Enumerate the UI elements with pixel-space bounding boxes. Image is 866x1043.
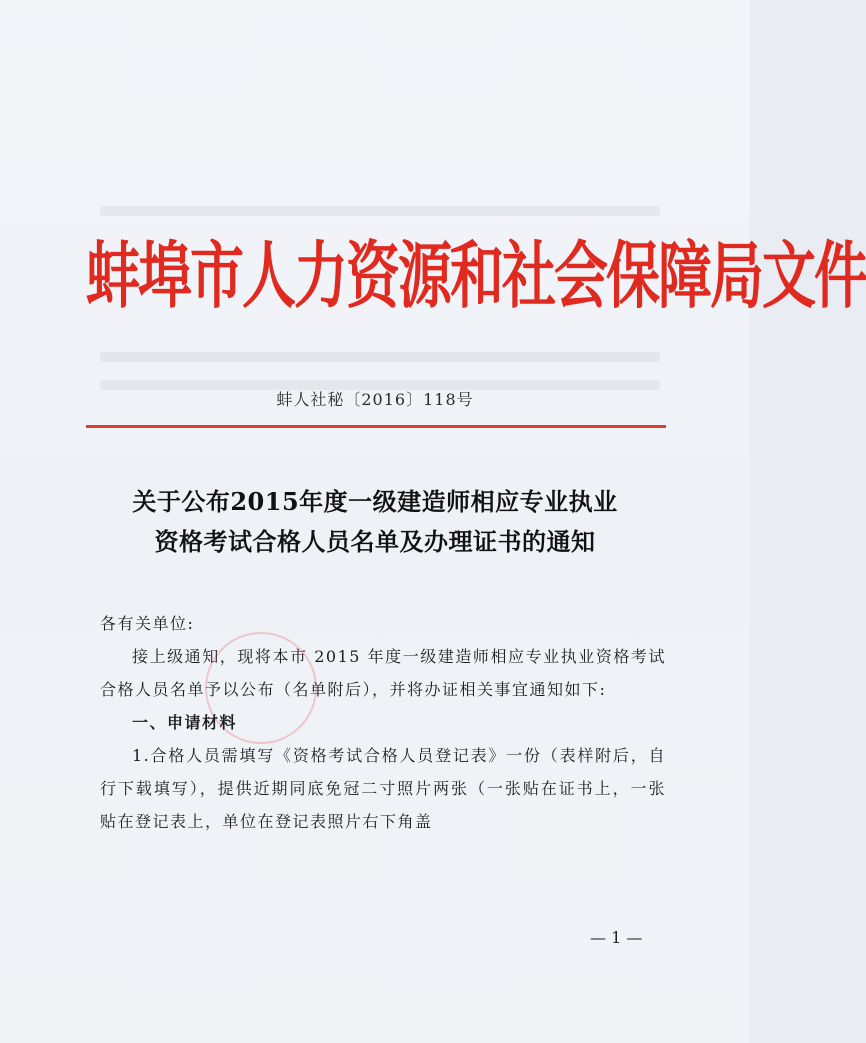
section-heading-materials: 一、申请材料 (132, 713, 238, 732)
notice-title-line-1: 关于公布2015年度一级建造师相应专业执业 (132, 487, 618, 516)
red-rule-divider (86, 425, 666, 428)
paragraph-item-1: 1.合格人员需填写《资格考试合格人员登记表》一份（表样附后，自行下载填写），提供近期同底免冠二寸照片两张（一张贴在证书上，一张贴在登记表上，单位在登记表照片右下角盖 (100, 746, 666, 831)
paragraph-intro: 接上级通知，现将本市 2015 年度一级建造师相应专业执业资格考试合格人员名单予以公布（名单附后），并将办证相关事宜通知如下: (100, 647, 666, 699)
document-number: 蚌人社秘〔2016〕118号 (276, 390, 474, 409)
bleed-through-mark (100, 206, 660, 216)
notice-body (100, 607, 666, 838)
bleed-through-mark (100, 352, 660, 362)
page-number: — 1 — (590, 928, 643, 947)
letterhead-title: 蚌埠市人力资源和社会保障局文件 (86, 232, 866, 319)
salutation: 各有关单位: (100, 614, 195, 633)
notice-title-line-2: 资格考试合格人员名单及办理证书的通知 (154, 527, 596, 556)
notice-title (0, 482, 750, 562)
